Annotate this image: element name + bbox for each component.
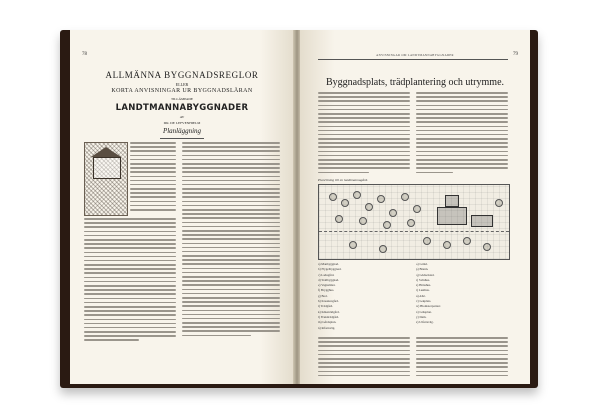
page-title: ALLMÄNNA BYGGNADSREGLOR [105,70,259,80]
running-head: ANVISNINGAR OM LANDTMANNABYGGNADER [376,53,454,57]
left-text-column-1 [130,142,176,213]
left-page [70,30,294,384]
subtitle-landtmanna: LANDTMANNABYGGNADER [115,103,249,113]
right-text-bottom-column-1 [318,337,410,379]
subtitle-korta: KORTA ANVISNINGAR UR BYGGNADSLÄRAN [111,88,253,94]
page-number-right: 79 [513,52,518,57]
legend-item: g) Bod. [318,293,328,298]
legend-item: u) Allé. [416,293,426,298]
legend-item: z) Utfartsväg. [416,320,434,325]
legend-item: s) Hönshus. [416,283,432,288]
title-rule [160,138,204,139]
legend-item: h) Kreatursgård. [318,299,339,304]
legend-item: d) Stallbyggnad. [318,277,340,282]
left-text-column-1-lower [84,218,176,344]
engraving-illustration [84,142,128,216]
figure-caption: Planritning till en landtmannagård. [318,178,369,182]
page-number-left: 78 [82,52,87,57]
head-rule [318,59,508,60]
subtitle-eller: ELLER [175,82,189,87]
legend-item: x) Gräsplan. [416,309,432,314]
right-page [300,30,530,384]
author: DR. DE LEFVENHIELM [163,121,201,125]
legend-item: m) Gårdsplan. [318,320,337,325]
legend-item: f) Brygghus. [318,288,335,293]
section-title: Planläggning [162,127,202,135]
legend-item: e) Vagnslider. [318,283,336,288]
chapter-title: Byggnadsplats, trädplantering och utrymme. [325,77,505,88]
right-text-bottom-column-2 [416,337,508,379]
right-text-column-1 [318,92,410,176]
right-text-column-2 [416,92,508,176]
legend-item: q) Gödselstad. [416,272,435,277]
legend-item: a) Manbyggnad. [318,262,339,266]
legend-item: y) Dam. [416,314,427,319]
legend-item: b) Flygelbyggnad. [318,267,342,272]
subtitle-av: AV [179,115,185,119]
plan-road [319,231,509,232]
subtitle-tillampade: TILLÄMPADE [170,97,194,101]
plan-main-building [437,207,467,225]
legend-item: o) Grind. [416,262,428,266]
legend-item: v) Lekplats. [416,299,432,304]
legend-item: c) Ladugård. [318,272,335,277]
left-text-column-2 [182,142,280,339]
open-book [60,30,538,388]
legend-item: t) Lusthus. [416,288,430,293]
legend-right-column [416,262,512,326]
plan-wing-building [445,195,459,207]
legend-item: w) Blomsterparterr. [416,304,441,309]
site-plan-figure [318,184,510,260]
legend-item: r) Svinhus. [416,277,430,282]
legend-item: n) Infartsväg. [318,325,336,330]
legend-item: k) Köksträdgård. [318,309,340,314]
legend-left-column [318,262,414,331]
legend-item: p) Brunn. [416,267,429,272]
legend-item: i) Trädgård. [318,304,334,309]
legend-item: l) Fruktträdgård. [318,314,340,319]
plan-outbuilding [471,215,493,227]
